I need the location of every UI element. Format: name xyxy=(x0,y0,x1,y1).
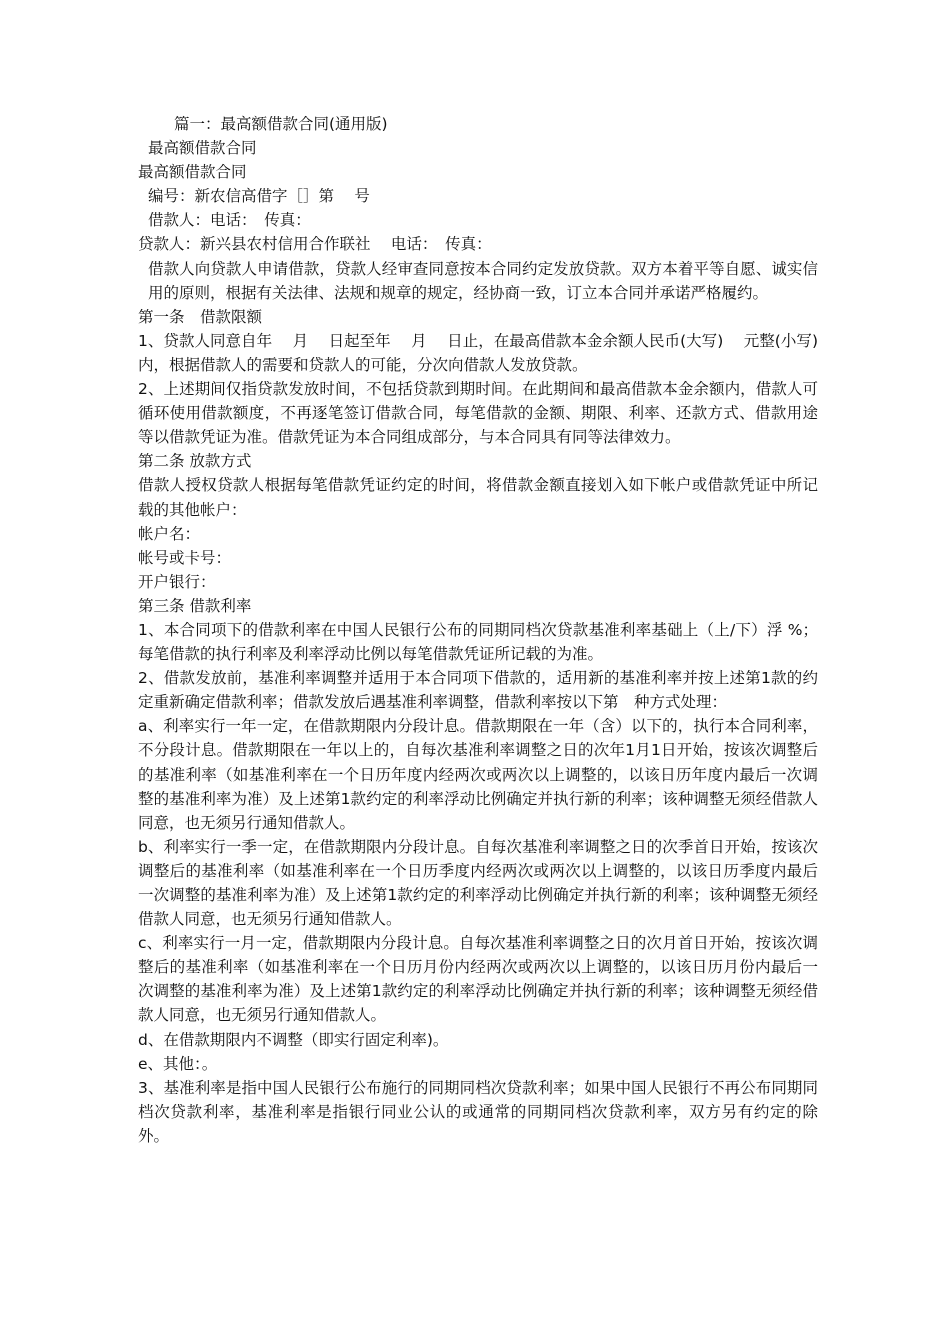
contract-title: 最高额借款合同 xyxy=(148,139,257,158)
contract-title-repeat: 最高额借款合同 xyxy=(138,163,247,182)
bank-field: 开户银行： xyxy=(138,572,216,591)
article-3-option-a: a、利率实行一年一定，在借款期限内分段计息。借款期限在一年（含）以下的，执行本合同利率，不分段计息。借款期限在一年以上的，自每次基准利率调整之日的次年1月1日开始，按该次调整后的基准利率（如基准利率在一个日历年度内经两次或两次以上调整的，以该日历年度内最后一次调整的基准利率为准）及上述第1款约定的利率浮动比例确定并执行新的利率；该种调整无须经借款人同意，也无须另行通知借款人。 xyxy=(138,717,818,832)
article-2-heading: 第二条 放款方式 xyxy=(138,452,252,471)
article-3-heading: 第三条 借款利率 xyxy=(138,596,252,615)
article-1-clause-1: 1、贷款人同意自年 月 日起至年 月 日止，在最高借款本金余额人民币(大写) 元整(小写) 内，根据借款人的需要和贷款人的可能，分次向借款人发放贷款。 xyxy=(138,331,839,374)
article-3-clause-2: 2、借款发放前，基准利率调整并适用于本合同项下借款的，适用新的基准利率并按上述第1款的约定重新确定借款利率；借款发放后遇基准利率调整，借款利率按以下第 种方式处理： xyxy=(138,669,818,712)
article-3-option-e: e、其他：。 xyxy=(138,1054,218,1073)
article-3-clause-1: 1、本合同项下的借款利率在中国人民银行公布的同期同档次贷款基准利率基础上（上/下）浮 %；每笔借款的执行利率及利率浮动比例以每笔借款凭证所记载的为准。 xyxy=(138,620,818,664)
article-3-option-d: d、在借款期限内不调整（即实行固定利率)。 xyxy=(138,1030,449,1049)
article-3-option-c: c、利率实行一月一定，借款期限内分段计息。自每次基准利率调整之日的次月首日开始，按该次调整后的基准利率（如基准利率在一个日历月份内经两次或两次以上调整的，以该日历月份内最后一次调整的基准利率为准）及上述第1款约定的利率浮动比例确定并执行新的利率；该种调整无须经借款人同意，也无须另行通知借款人。 xyxy=(138,934,818,1025)
account-number-field: 帐号或卡号： xyxy=(138,548,232,567)
article-3-clause-3: 3、基准利率是指中国人民银行公布施行的同期同档次贷款利率；如果中国人民银行不再公布同期同档次贷款利率，基准利率是指银行同业公认的或通常的同期同档次贷款利率，双方另有约定的除外。 xyxy=(138,1078,818,1145)
intro-paragraph: 借款人向贷款人申请借款，贷款人经审查同意按本合同约定发放贷款。双方本着平等自愿、诚实信用的原则，根据有关法律、法规和规章的规定，经协商一致，订立本合同并承诺严格履约。 xyxy=(148,259,818,302)
account-name-field: 帐户名： xyxy=(138,524,201,543)
article-1-clause-2: 2、上述期间仅指贷款发放时间，不包括贷款到期时间。在此期间和最高借款本金余额内，借款人可循环使用借款额度，不再逐笔签订借款合同，每笔借款的金额、期限、利率、还款方式、借款用途等以借款凭证为准。借款凭证为本合同组成部分，与本合同具有同等法律效力。 xyxy=(138,380,818,447)
lender-info: 贷款人：新兴县农村信用合作联社 电话： 传真： xyxy=(138,235,492,254)
article-2-body: 借款人授权贷款人根据每笔借款凭证约定的时间，将借款金额直接划入如下帐户或借款凭证中所记载的其他帐户： xyxy=(138,476,818,519)
article-1-heading: 第一条 借款限额 xyxy=(138,307,263,326)
article-3-option-b: b、利率实行一季一定，在借款期限内分段计息。自每次基准利率调整之日的次季首日开始，按该次调整后的基准利率（如基准利率在一个日历季度内经两次或两次以上调整的，以该日历季度内最后一次调整的基准利率为准）及上述第1款约定的利率浮动比例确定并执行新的利率；该种调整无须经借款人同意，也无须另行通知借款人。 xyxy=(138,837,818,929)
contract-number: 编号：新农信高借字［］第 号 xyxy=(148,187,370,206)
document-body xyxy=(138,112,839,1148)
borrower-info: 借款人：电话： 传真： xyxy=(148,211,311,230)
chapter-title: 篇一：最高额借款合同(通用版) xyxy=(174,115,388,133)
